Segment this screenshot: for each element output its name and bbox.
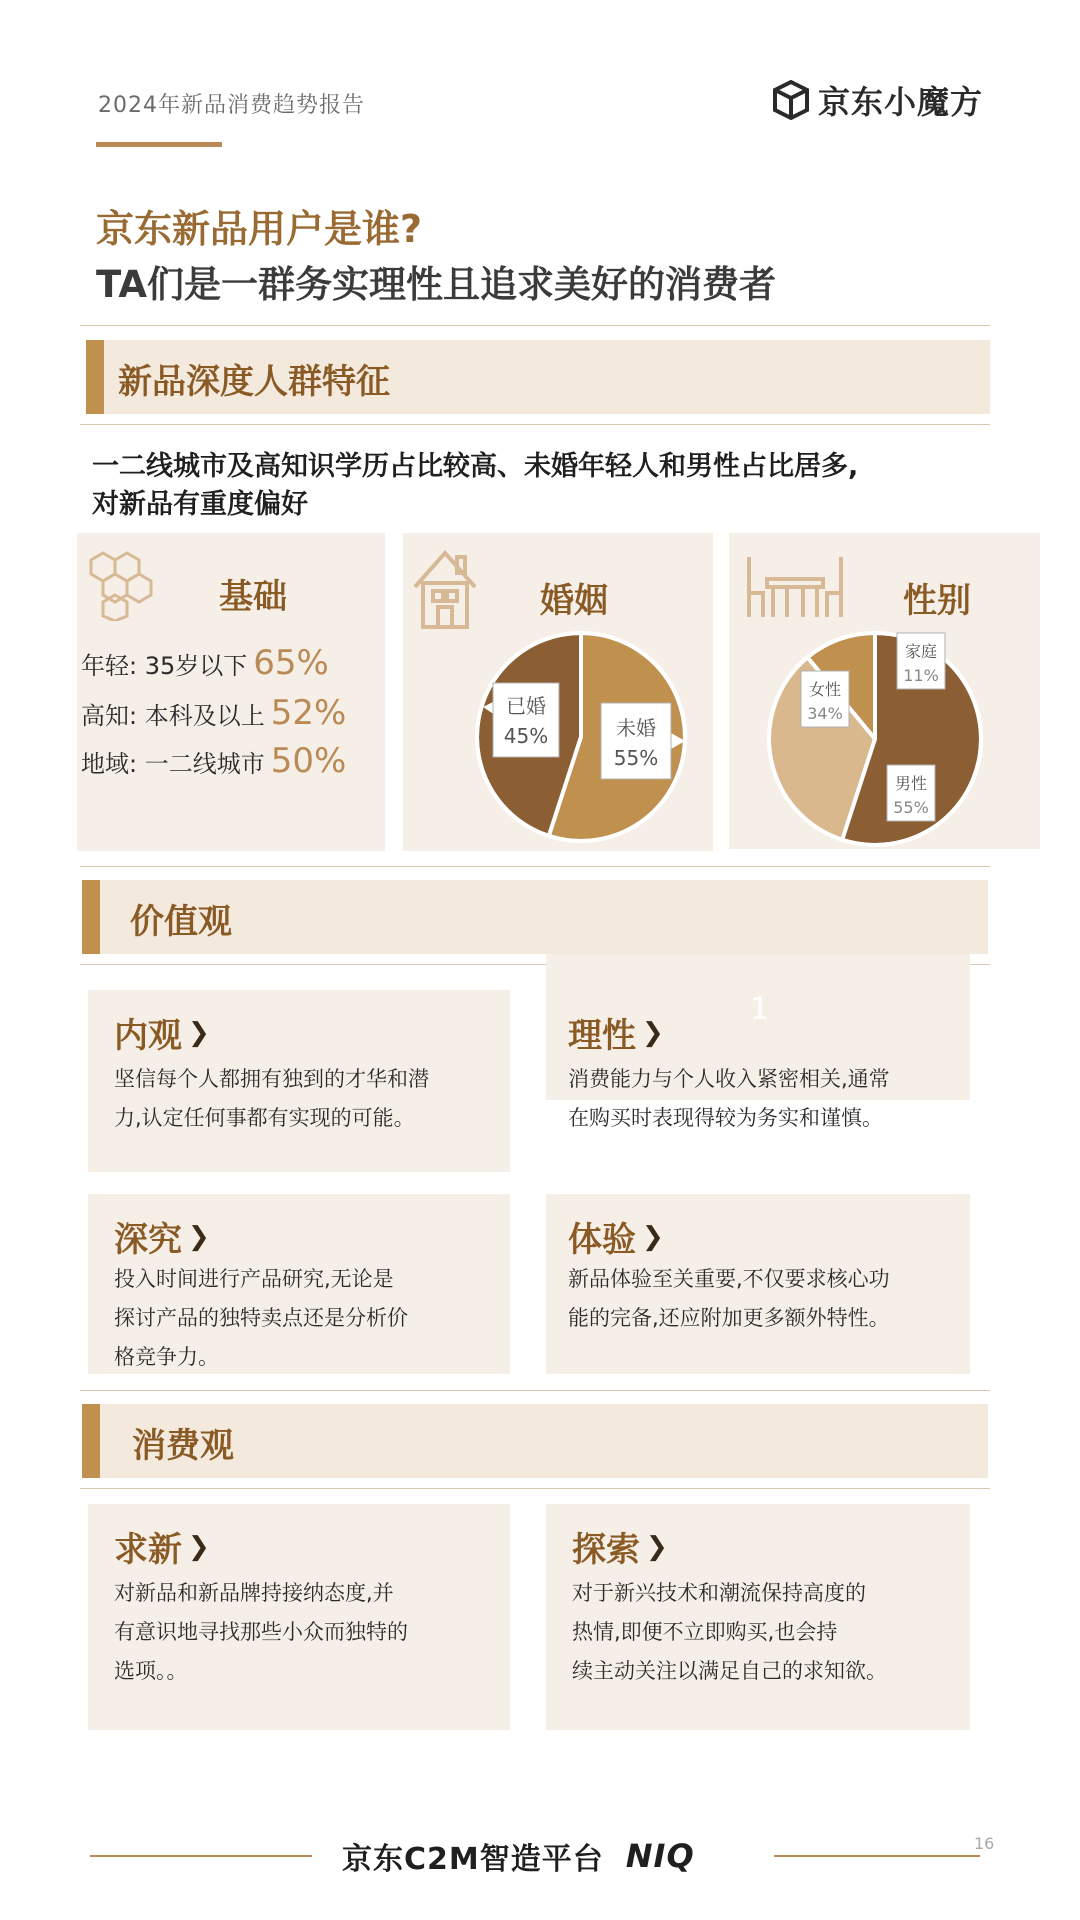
card-title-text: 理性 xyxy=(568,1016,636,1056)
section-header-deep-profile xyxy=(86,340,990,414)
logo-text: 京东小魔方 xyxy=(818,83,984,121)
card-body xyxy=(114,1060,429,1138)
stat-label: 地域: 一二线城市 xyxy=(81,750,265,778)
card-body xyxy=(568,1060,890,1138)
table-chairs-icon xyxy=(743,553,847,621)
value-card-introspection xyxy=(88,990,510,1172)
card-title xyxy=(568,1212,664,1261)
pie-label-value: 11% xyxy=(903,666,939,685)
section-title: 新品深度人群特征 xyxy=(118,362,390,402)
pie-label-text: 男性 xyxy=(894,774,928,793)
pie-label-female xyxy=(801,671,849,727)
card-title xyxy=(114,1212,210,1261)
stat-row-region xyxy=(81,741,346,781)
panel-basics xyxy=(77,533,385,851)
stray-mark: 1 xyxy=(750,992,770,1027)
section-title: 价值观 xyxy=(130,902,232,942)
pie-label-text: 未婚 xyxy=(616,716,656,740)
pie-label-married xyxy=(483,683,559,757)
panel-gender xyxy=(729,533,1040,849)
card-body-line: 消费能力与个人收入紧密相关,通常 xyxy=(568,1067,890,1091)
pie-label-value: 45% xyxy=(503,724,549,748)
panel-title: 性别 xyxy=(903,581,971,621)
card-body xyxy=(114,1260,408,1377)
divider xyxy=(80,866,990,867)
card-body xyxy=(568,1260,890,1338)
divider xyxy=(80,325,990,326)
summary-line: 对新品有重度偏好 xyxy=(92,489,308,520)
pie-label-male xyxy=(887,765,935,821)
footer-rule-left xyxy=(90,1855,312,1857)
card-body-line: 力,认定任何事都有实现的可能。 xyxy=(114,1106,415,1130)
pie-label-text: 女性 xyxy=(808,680,842,699)
card-title-text: 求新 xyxy=(114,1530,182,1570)
footer-partner-logo: NIQ xyxy=(625,1837,695,1875)
profile-summary xyxy=(92,448,1012,524)
pie-label-value: 34% xyxy=(807,704,843,723)
pie-label-value: 55% xyxy=(893,798,929,817)
card-title xyxy=(114,1522,210,1571)
card-body xyxy=(572,1574,887,1691)
stat-value: 52% xyxy=(270,693,347,733)
card-body-line: 对新品和新品牌持接纳态度,并 xyxy=(114,1581,394,1605)
chevron-right-icon: ❯ xyxy=(642,1017,664,1048)
stat-row-education xyxy=(81,693,346,733)
hexagon-network-icon xyxy=(83,549,157,621)
stat-value: 50% xyxy=(270,741,347,781)
section-header-consumption xyxy=(82,1404,988,1478)
card-body-line: 能的完备,还应附加更多额外特性。 xyxy=(568,1306,890,1330)
pie-label-value: 55% xyxy=(613,746,659,770)
stat-label: 年轻: 35岁以下 xyxy=(81,652,248,680)
footer-brand xyxy=(342,1834,695,1878)
consumption-card-explore xyxy=(546,1504,970,1730)
card-body-line: 投入时间进行产品研究,无论是 xyxy=(114,1267,394,1291)
card-title-text: 深究 xyxy=(114,1220,182,1260)
card-body-line: 对于新兴技术和潮流保持高度的 xyxy=(572,1581,866,1605)
brand-logo xyxy=(772,78,983,122)
card-body-line: 有意识地寻找那些小众而独特的 xyxy=(114,1620,408,1644)
marriage-pie-chart xyxy=(471,629,691,847)
card-title xyxy=(572,1522,668,1571)
divider xyxy=(80,1488,990,1489)
chevron-right-icon: ❯ xyxy=(642,1221,664,1252)
pie-label-family xyxy=(897,633,945,689)
footer-brand-text: 京东C2M智造平台 xyxy=(342,1842,604,1877)
card-body-line: 格竞争力。 xyxy=(114,1345,219,1369)
stat-label: 高知: 本科及以上 xyxy=(81,702,265,730)
section-accent xyxy=(86,340,104,414)
card-title-text: 探索 xyxy=(572,1530,640,1570)
stat-value: 65% xyxy=(253,643,329,683)
value-card-research xyxy=(88,1194,510,1374)
card-title xyxy=(568,1008,664,1057)
stat-row-young xyxy=(81,643,329,683)
card-body-line: 探讨产品的独特卖点还是分析价 xyxy=(114,1306,408,1330)
consumption-card-novelty xyxy=(88,1504,510,1730)
section-header-values xyxy=(82,880,988,954)
card-body-line: 在购买时表现得较为务实和谨慎。 xyxy=(568,1106,883,1130)
card-title-text: 体验 xyxy=(568,1220,636,1260)
summary-line: 一二线城市及高知识学历占比较高、未婚年轻人和男性占比居多, xyxy=(92,451,859,482)
card-title xyxy=(114,1008,210,1057)
page-number: 16 xyxy=(974,1834,995,1853)
card-body xyxy=(114,1574,408,1691)
footer-rule-right xyxy=(774,1855,980,1857)
hero-question: 京东新品用户是谁? xyxy=(96,207,423,251)
card-title-text: 内观 xyxy=(114,1016,182,1056)
section-accent xyxy=(82,880,100,954)
panel-marriage xyxy=(403,533,713,851)
value-card-rational xyxy=(546,990,986,1172)
chevron-right-icon: ❯ xyxy=(188,1221,210,1252)
hero-subtitle: TA们是一群务实理性且追求美好的消费者 xyxy=(96,263,777,306)
section-accent xyxy=(82,1404,100,1478)
card-body-line: 热情,即便不立即购买,也会持 xyxy=(572,1620,838,1644)
card-body-line: 新品体验至关重要,不仅要求核心功 xyxy=(568,1267,890,1291)
house-icon xyxy=(411,545,479,631)
chevron-right-icon: ❯ xyxy=(646,1531,668,1562)
card-body-line: 续主动关注以满足自己的求知欲。 xyxy=(572,1659,887,1683)
divider xyxy=(80,1390,990,1391)
panel-title: 婚姻 xyxy=(540,581,608,621)
divider xyxy=(80,424,990,425)
title-underline xyxy=(96,142,222,147)
report-title: 2024年新品消费趋势报告 xyxy=(98,93,365,118)
cube-logo-icon xyxy=(772,80,810,120)
pie-label-text: 家庭 xyxy=(904,642,938,661)
value-card-experience xyxy=(546,1194,970,1374)
gender-pie-chart xyxy=(763,627,995,847)
pie-label-text: 已婚 xyxy=(506,694,546,718)
panel-title: 基础 xyxy=(219,577,287,617)
card-body-line: 选项。。 xyxy=(114,1659,188,1683)
chevron-right-icon: ❯ xyxy=(188,1531,210,1562)
card-body-line: 坚信每个人都拥有独到的才华和潜 xyxy=(114,1067,429,1091)
chevron-right-icon: ❯ xyxy=(188,1017,210,1048)
section-title: 消费观 xyxy=(132,1426,234,1466)
